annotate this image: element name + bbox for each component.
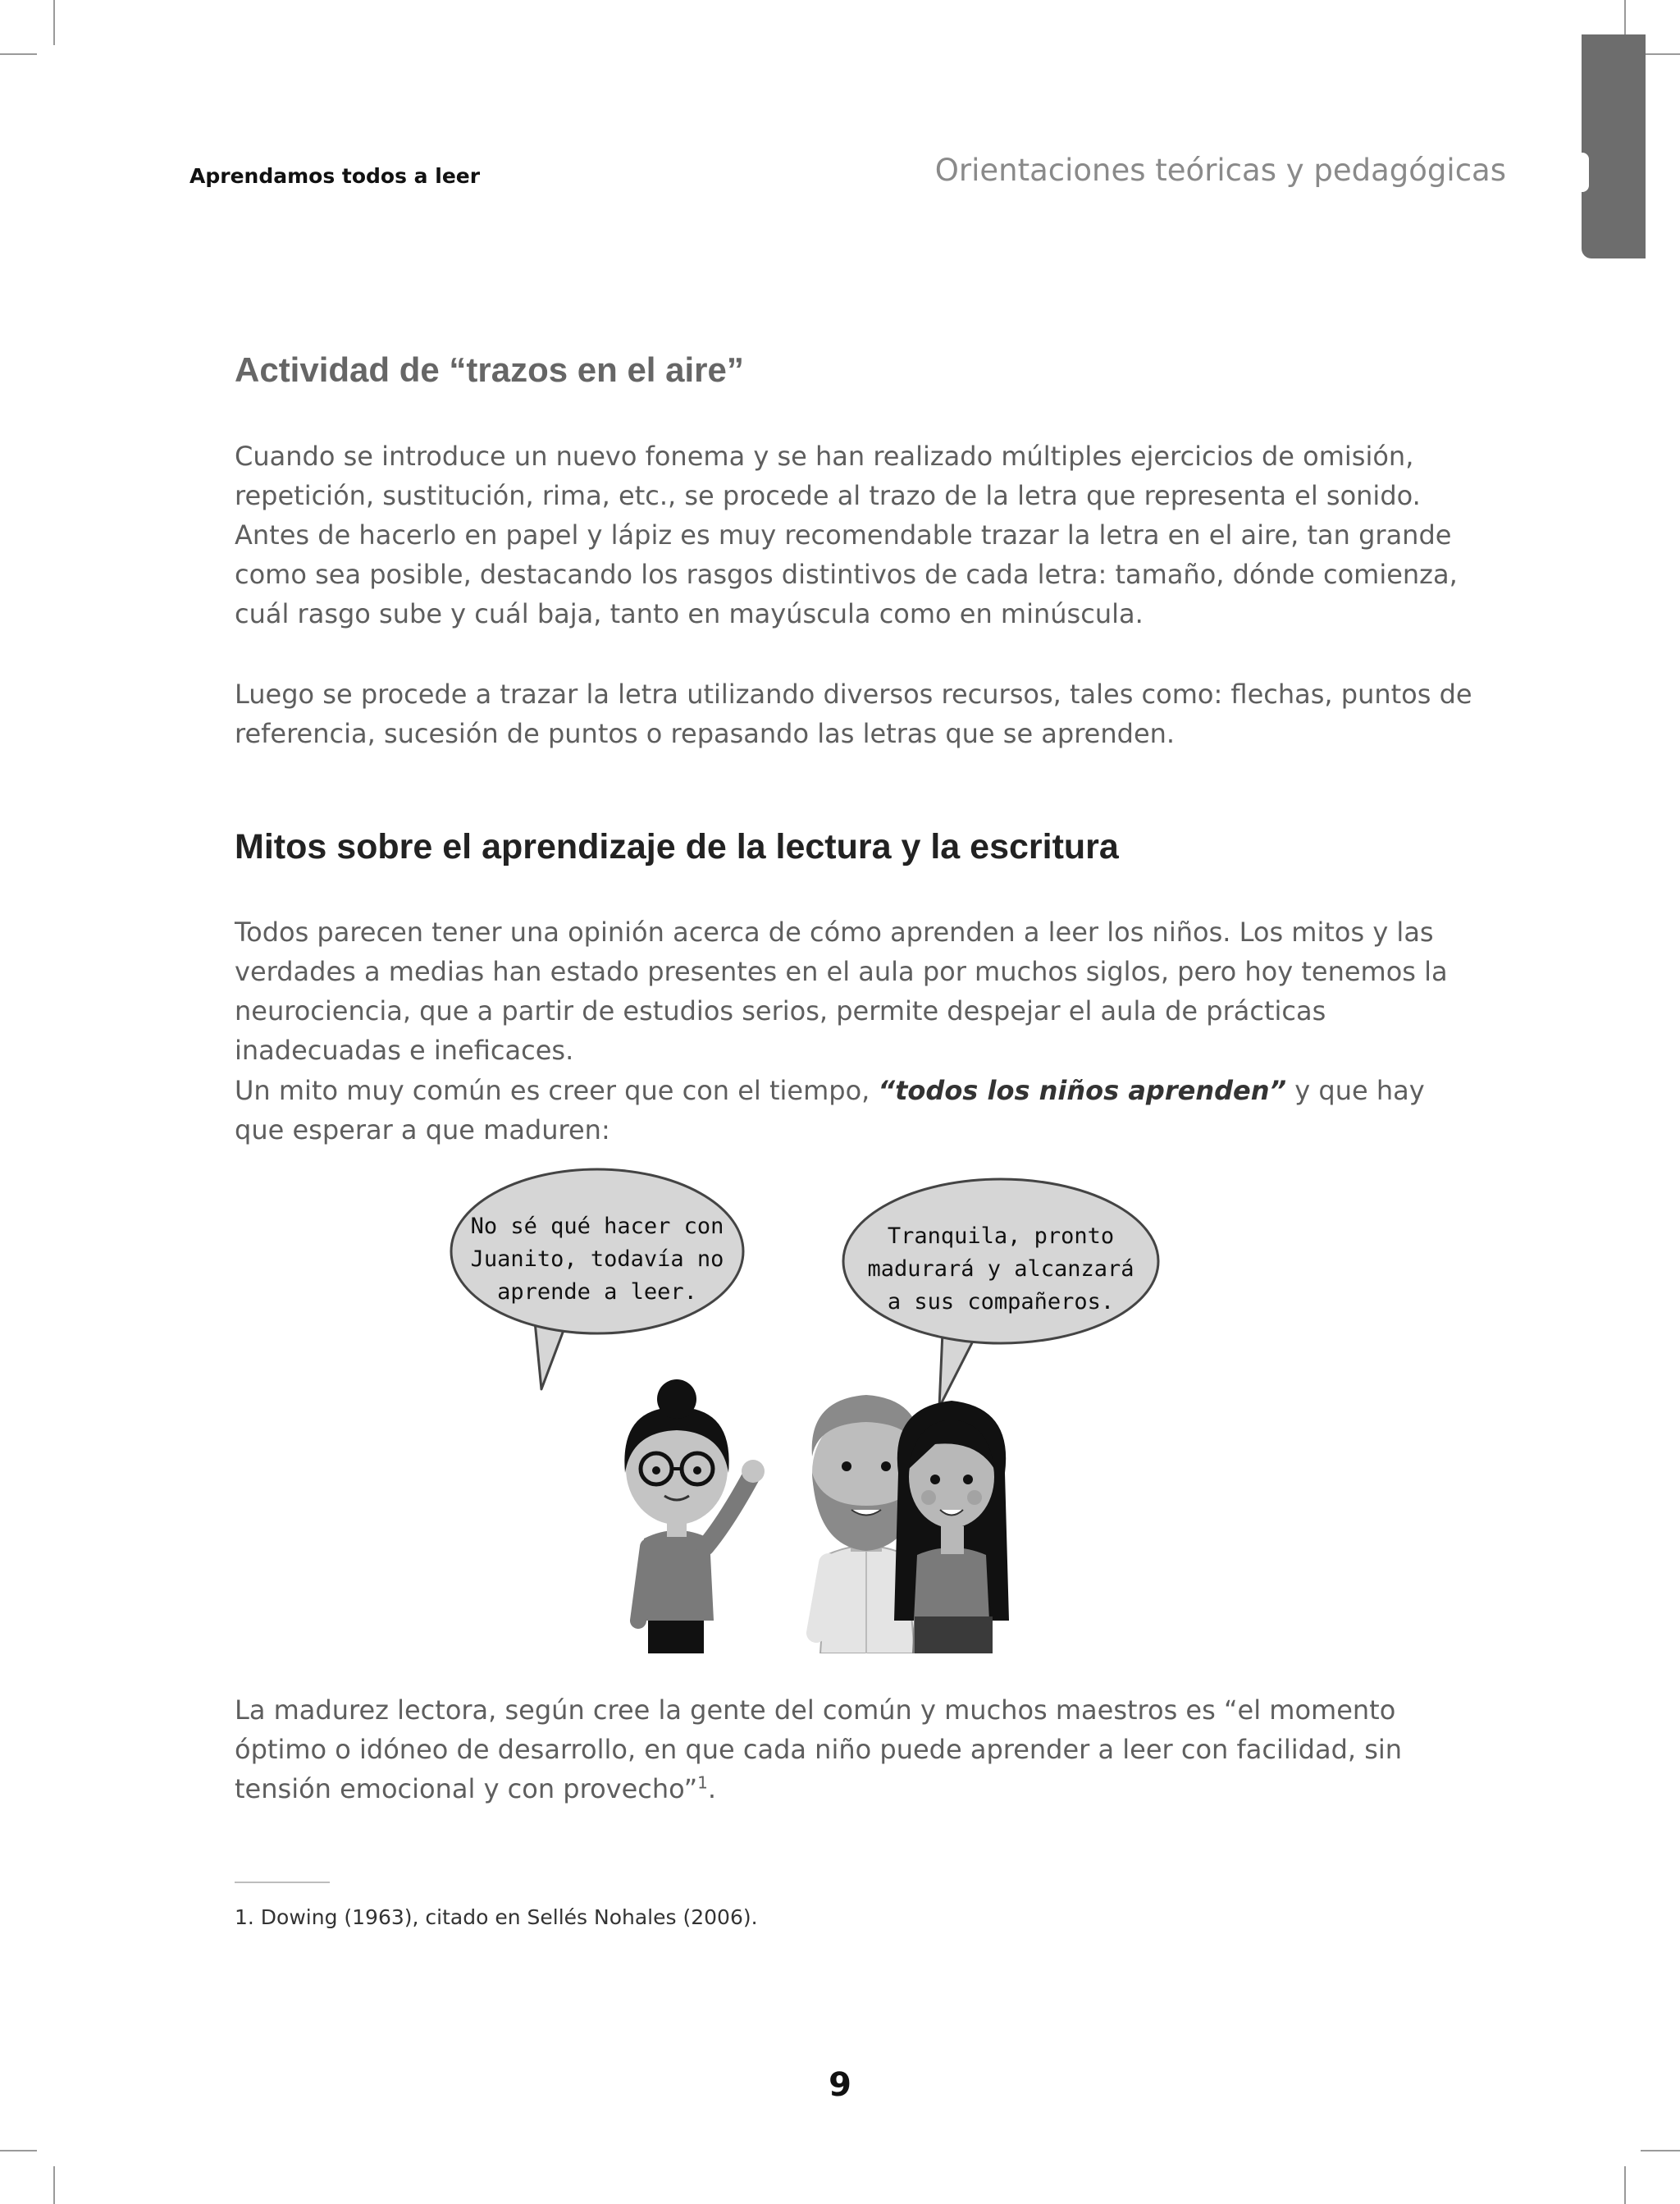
footnote-reference[interactable]: 1 <box>697 1772 708 1793</box>
running-section-title: Orientaciones teóricas y pedagógicas <box>934 153 1506 188</box>
bubble-left-line-2: Juanito, todavía no <box>470 1246 724 1272</box>
crop-mark <box>1624 2166 1626 2204</box>
activity-heading: Actividad de “trazos en el aire” <box>235 350 744 389</box>
footnote-1: 1. Dowing (1963), citado en Sellés Nohales (2006). <box>235 1905 758 1929</box>
speech-bubble-right <box>843 1179 1158 1407</box>
myths-paragraph-1: Todos parecen tener una opinión acerca de cómo aprenden a leer los niños. Los mitos y las verdades a medias han estado presentes en el aula por muchos siglos, pero hoy tenemos la neurociencia, que a partir de estudios serios, permite despejar el aula de prácticas inadecuadas e ineficaces. <box>235 917 1448 1066</box>
myths-heading: Mitos sobre el aprendizaje de la lectura y la escritura <box>235 827 1119 867</box>
speech-bubble-left <box>451 1169 743 1389</box>
text-run: . <box>707 1773 717 1804</box>
bubble-right-line-2: madurará y alcanzará <box>867 1256 1134 1282</box>
woman-long-hair <box>894 1401 1009 1653</box>
text-run: Un mito muy común es creer que con el tiempo, <box>235 1075 879 1106</box>
crop-mark <box>0 53 37 55</box>
bubble-left-line-3: aprende a leer. <box>497 1279 697 1305</box>
crop-mark <box>1641 53 1680 55</box>
crop-mark <box>1624 0 1626 37</box>
bubble-right-line-3: a sus compañeros. <box>887 1289 1115 1315</box>
crop-mark <box>1641 2150 1680 2151</box>
text-run: La madurez lectora, según cree la gente del común y muchos maestros es “el momento óptimo o idóneo de desarrollo, en que cada niño puede aprender a leer con facilidad, sin tensión emocional y con provecho” <box>235 1694 1403 1804</box>
crop-mark <box>53 0 55 45</box>
bubble-left-line-1: No sé qué hacer con <box>470 1214 724 1239</box>
myths-paragraph-2 <box>235 1071 1481 1150</box>
page-number: 9 <box>829 2066 851 2104</box>
chapter-tab-notch <box>1579 153 1589 192</box>
footnote-divider <box>235 1882 330 1883</box>
bubble-right-line-1: Tranquila, pronto <box>887 1223 1115 1249</box>
crop-mark <box>0 2150 37 2151</box>
book-title: Aprendamos todos a leer <box>189 164 481 188</box>
crop-mark <box>53 2166 55 2204</box>
woman-with-glasses <box>624 1379 765 1653</box>
teachers-illustration <box>443 1161 1214 1653</box>
activity-paragraph-1: Cuando se introduce un nuevo fonema y se han realizado múltiples ejercicios de omisión, repetición, sustitución, rima, etc., se procede al trazo de la letra que representa el sonido. Antes de hacerlo en papel y lápiz es muy recomendable trazar la letra en el aire, tan grande como sea posible, destacando los rasgos distintivos de cada letra: tamaño, dónde comienza, cuál rasgo sube y cuál baja, tanto en mayúscula como en minúscula. <box>235 441 1458 629</box>
reading-maturity-paragraph <box>235 1690 1481 1808</box>
emphasis-quote: “todos los niños aprenden” <box>878 1075 1287 1106</box>
text-run: y que hay que esperar a que maduren: <box>235 1075 1425 1145</box>
chapter-tab <box>1582 34 1646 258</box>
activity-paragraph-2: Luego se procede a trazar la letra utilizando diversos recursos, tales como: flechas, puntos de referencia, sucesión de puntos o repasando las letras que se aprenden. <box>235 679 1472 749</box>
